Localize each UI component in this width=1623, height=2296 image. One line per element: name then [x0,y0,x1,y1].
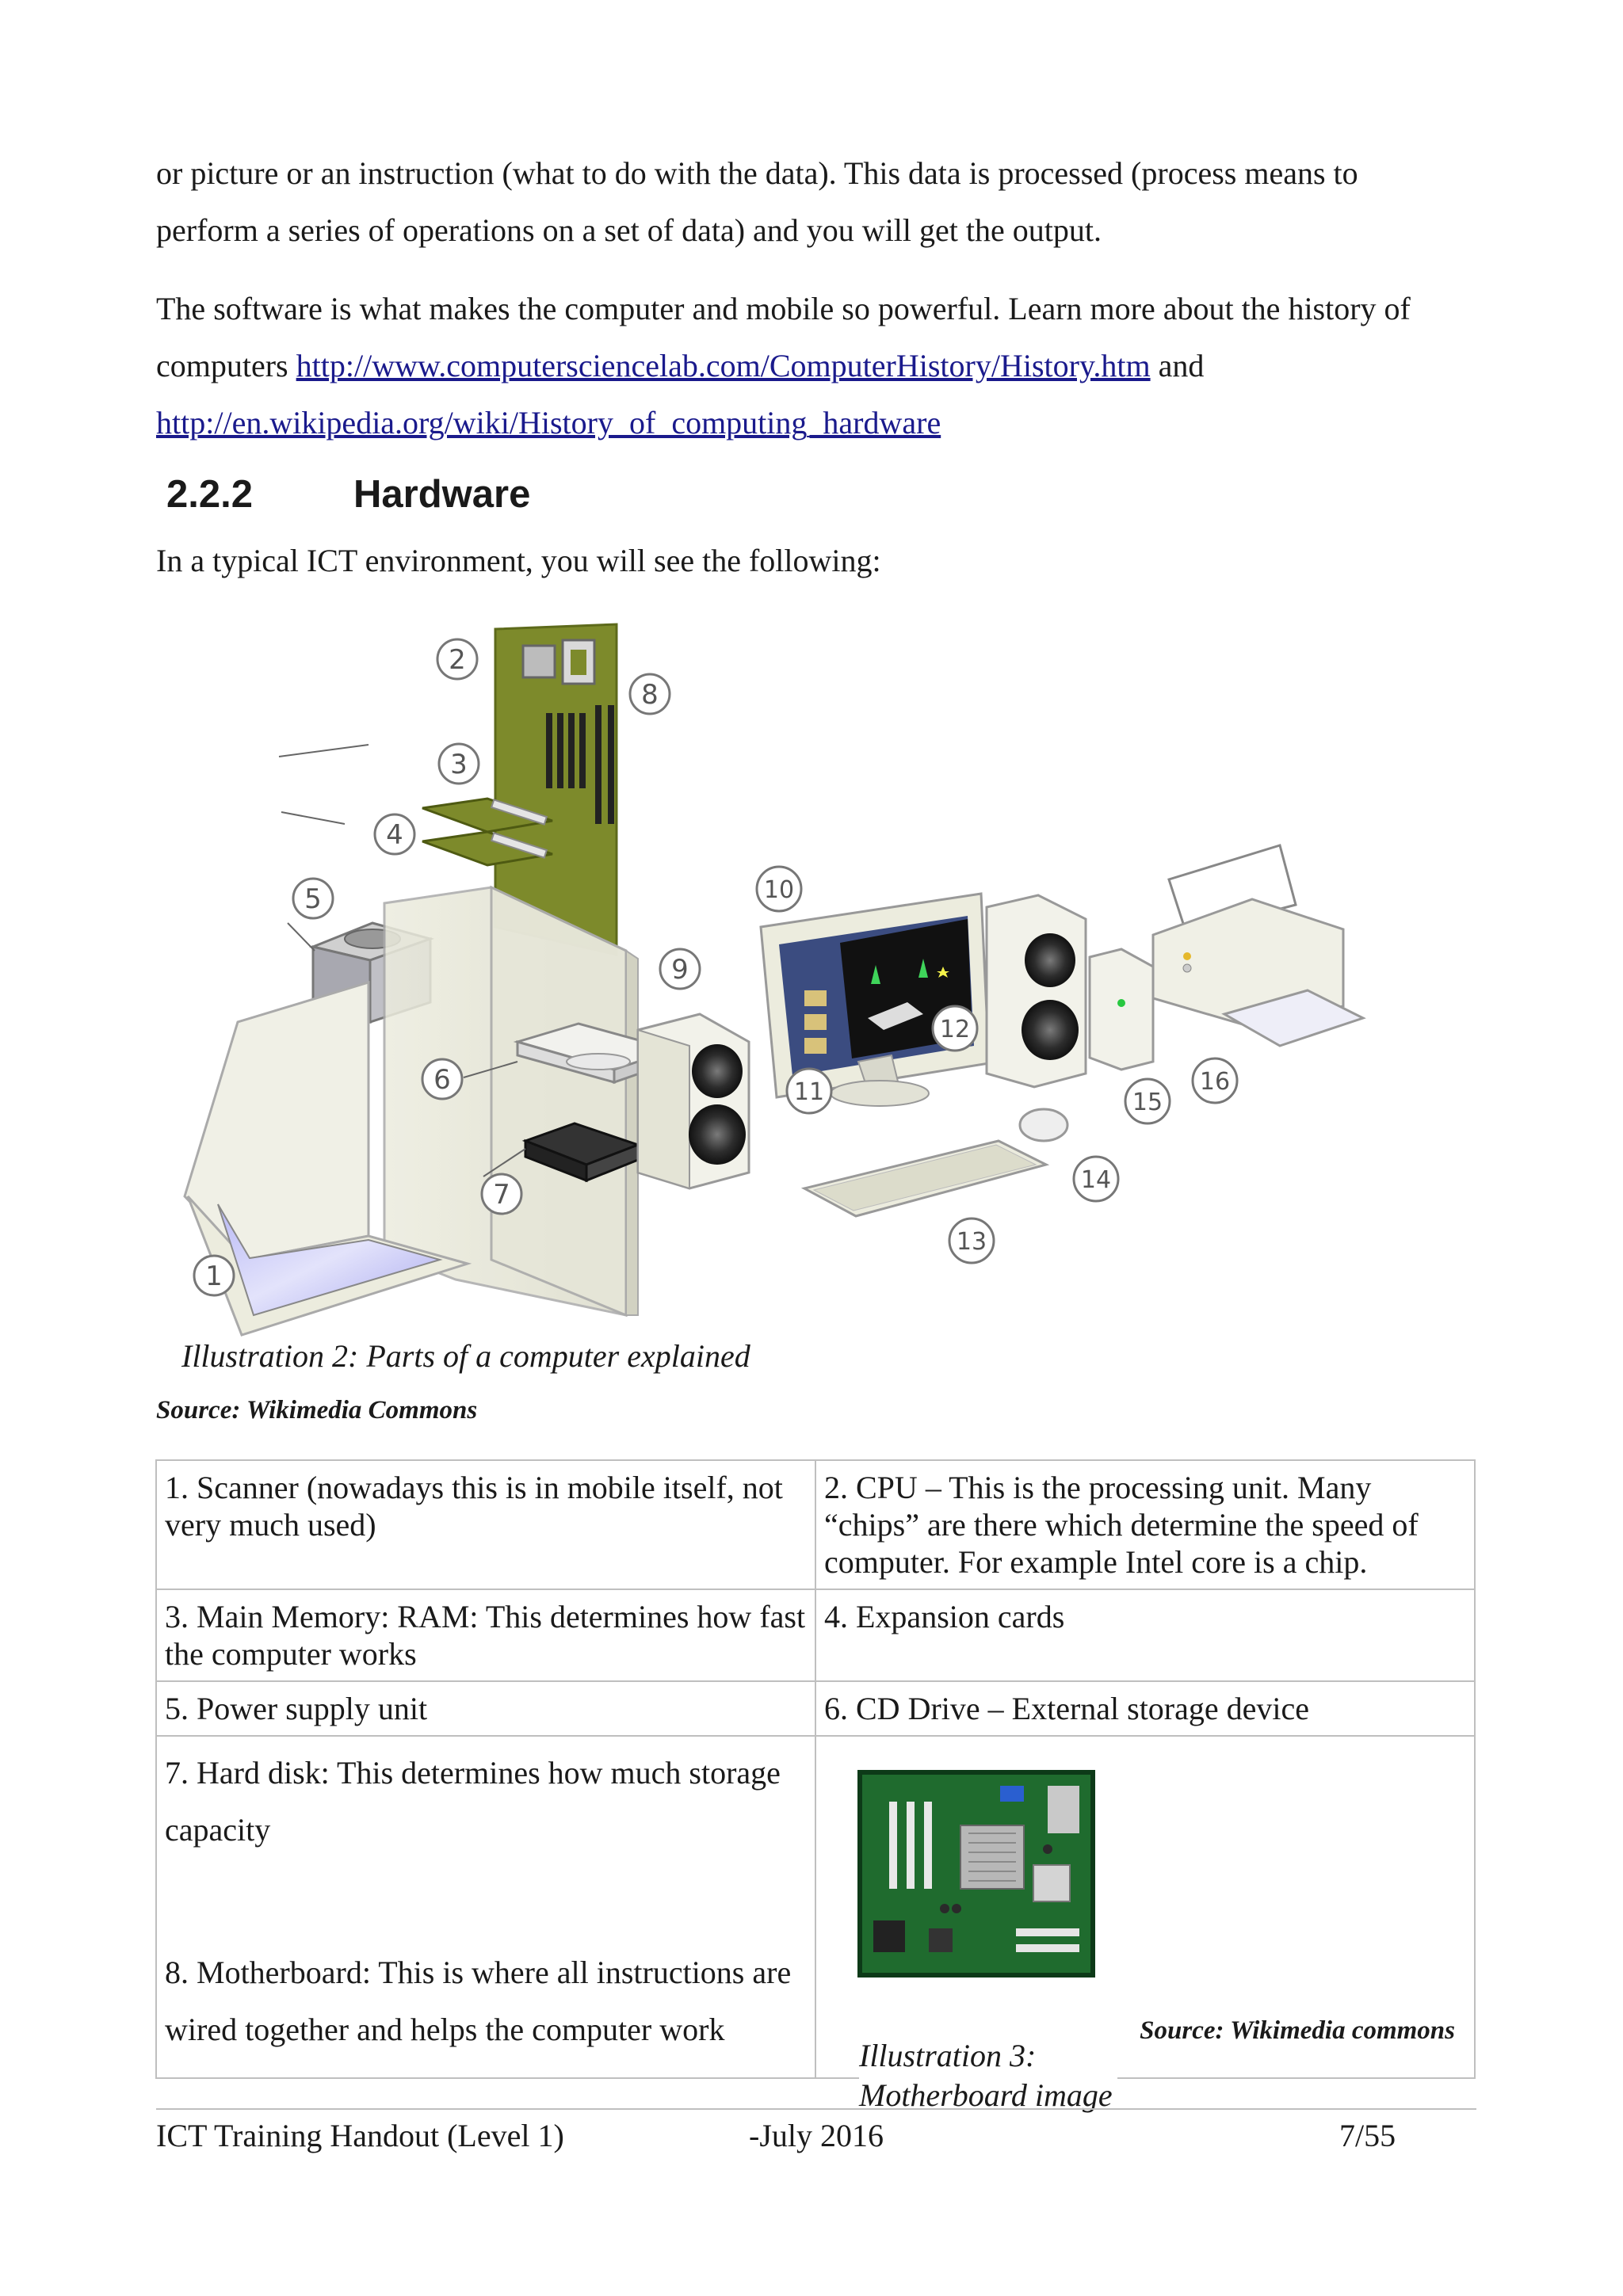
motherboard-caption-line-2: Motherboard image [859,2077,1113,2113]
svg-text:1: 1 [205,1261,223,1292]
callout-13-icon [949,1219,994,1263]
table-cell: 6. CD Drive – External storage device [815,1681,1475,1736]
svg-text:13: 13 [956,1228,987,1256]
paragraph-2-line-3 [156,395,1487,452]
svg-text:2: 2 [449,644,466,676]
callout-12-icon [933,1006,977,1051]
paragraph-1-line-2: perform a series of operations on a set of data) and you will get the output. [156,212,1102,248]
table-row [156,1681,1475,1736]
svg-text:5: 5 [304,883,322,915]
table-row [156,1736,1475,2078]
callout-4-icon [375,814,414,854]
svg-text:6: 6 [433,1064,451,1096]
svg-text:11: 11 [793,1078,825,1106]
footer-center: -July 2016 [749,2118,884,2153]
footer-left: ICT Training Handout (Level 1) [156,2118,564,2153]
callout-7-icon [482,1174,521,1214]
speaker-right-part [987,895,1086,1087]
table-row [156,1589,1475,1681]
callout-14-icon [1074,1157,1118,1201]
paragraph-1-line-1: or picture or an instruction (what to do with the data). This data is processed (process means to [156,155,1358,191]
svg-text:7: 7 [493,1179,510,1211]
paragraph-2-and: and [1150,348,1205,383]
motherboard-text: 8. Motherboard: This is where all instructions are wired together and helps the computer work [165,1955,792,2047]
section-intro: In a typical ICT environment, you will see the following: [156,543,881,578]
svg-text:14: 14 [1080,1166,1112,1194]
svg-text:10: 10 [763,876,795,904]
motherboard-photo [857,1770,1095,1978]
callout-16-icon [1193,1058,1237,1103]
table-cell: 3. Main Memory: RAM: This determines how fast the computer works [156,1589,815,1681]
callout-15-icon [1125,1079,1170,1123]
motherboard-source: Source: Wikimedia commons [1140,2016,1455,2045]
table-cell: 2. CPU – This is the processing unit. Many “chips” are there which determine the speed of computer. For example Intel core is a chip. [815,1460,1475,1589]
figure-caption: Illustration 2: Parts of a computer explained [181,1338,750,1374]
paragraph-2-line-2 [156,338,1487,395]
svg-text:8: 8 [641,679,659,711]
callout-10-icon [757,867,801,911]
section-title: Hardware [353,473,531,516]
printer-part [1153,845,1363,1046]
figure-source: Source: Wikimedia Commons [156,1396,478,1425]
motherboard-caption-line-1: Illustration 3: [859,2038,1037,2073]
callout-11-icon [787,1069,831,1113]
callout-1-icon [194,1256,234,1295]
callout-6-icon [422,1059,462,1099]
footer-page-number: 7/55 [1339,2118,1396,2153]
svg-text:9: 9 [671,954,689,986]
table-cell: 1. Scanner (nowadays this is in mobile itself, not very much used) [156,1460,815,1589]
table-cell: 5. Power supply unit [156,1681,815,1736]
svg-text:16: 16 [1199,1068,1231,1096]
svg-text:12: 12 [939,1016,971,1043]
table-row [156,1460,1475,1589]
callout-9-icon [660,949,700,989]
callout-2-icon [437,639,477,679]
callout-3-icon [439,744,479,784]
table-cell [156,1736,815,2078]
table-cell [815,1736,1475,2113]
callout-5-icon [293,879,333,918]
paragraph-2-line-1: The software is what makes the computer and mobile so powerful. Learn more about the history of [156,291,1411,326]
svg-text:4: 4 [386,819,403,851]
computer-history-link[interactable]: http://www.computersciencelab.com/ComputerHistory/History.htm [296,348,1151,383]
keyboard-part [804,1141,1046,1216]
wikipedia-history-link[interactable]: http://en.wikipedia.org/wiki/History_of_computing_hardware [156,405,941,441]
computer-parts-illustration [170,618,1375,1347]
speaker-left-part [638,1014,749,1188]
motherboard-caption [859,2036,1117,2115]
svg-text:3: 3 [450,749,468,780]
svg-text:15: 15 [1132,1089,1163,1116]
paragraph-2-prefix: computers [156,348,296,383]
mouse-part [1020,1109,1067,1141]
external-box-part [1090,949,1153,1070]
callout-8-icon [630,674,670,714]
table-cell: 4. Expansion cards [815,1589,1475,1681]
section-heading [166,472,530,517]
hard-disk-text: 7. Hard disk: This determines how much storage capacity [165,1755,781,1848]
footer-divider [156,2108,1476,2110]
section-number: 2.2.2 [166,473,253,516]
parts-table [155,1459,1476,2113]
